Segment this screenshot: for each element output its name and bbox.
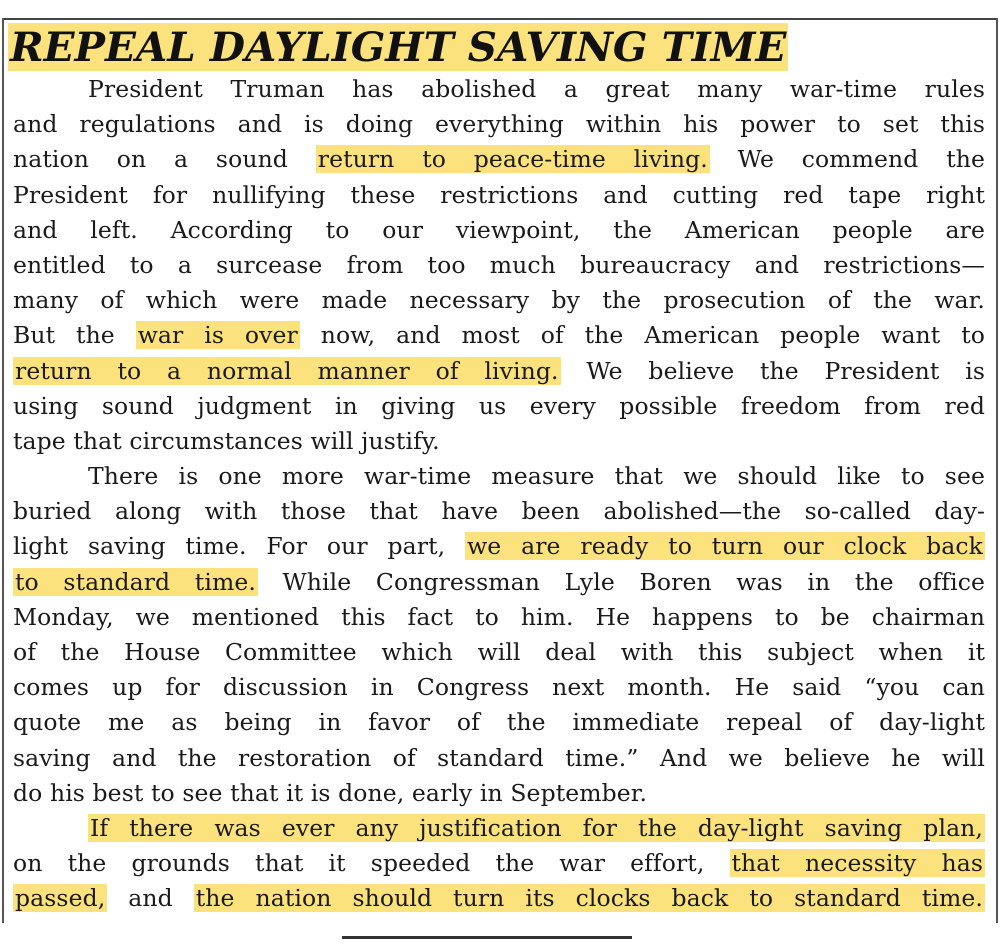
highlighted-text: the nation should turn its clocks back to standard time. bbox=[195, 884, 983, 913]
text-line bbox=[13, 741, 985, 776]
text-line bbox=[13, 248, 985, 283]
text-run: quote me as being in favor of the immediate repeal of day-light bbox=[13, 708, 985, 737]
text-run: light saving time. For our part, bbox=[13, 532, 466, 561]
headline bbox=[8, 18, 992, 76]
frame-left-border bbox=[2, 18, 4, 923]
text-run: and regulations and is doing everything within his power to set this bbox=[13, 110, 985, 139]
text-run: do his best to see that it is done, early in September. bbox=[13, 778, 648, 807]
text-run: and bbox=[107, 884, 194, 913]
text-run: nation on a sound bbox=[13, 145, 316, 174]
text-line bbox=[13, 529, 985, 564]
article-body bbox=[13, 72, 985, 917]
text-run: using sound judgment in giving us every possible freedom from red bbox=[13, 391, 985, 420]
text-run: We believe the President is bbox=[560, 356, 985, 385]
text-line bbox=[13, 283, 985, 318]
text-line bbox=[13, 811, 985, 846]
highlighted-text: we are ready to turn our clock back bbox=[467, 532, 983, 561]
text-run: on the grounds that it speeded the war effort, bbox=[13, 849, 730, 878]
text-run: President for nullifying these restrictions and cutting red tape right bbox=[13, 180, 985, 209]
text-line bbox=[13, 354, 985, 389]
text-line bbox=[13, 670, 985, 705]
text-line bbox=[13, 107, 985, 142]
frame-right-border bbox=[996, 18, 998, 923]
highlighted-text: to standard time. bbox=[15, 567, 256, 596]
text-run: But the bbox=[13, 321, 136, 350]
highlighted-text: return to peace-time living. bbox=[317, 145, 708, 174]
text-line bbox=[13, 881, 985, 916]
text-line bbox=[13, 459, 985, 494]
text-line bbox=[13, 389, 985, 424]
highlighted-text: that necessity has bbox=[731, 849, 983, 878]
highlighted-text: war is over bbox=[137, 321, 298, 350]
text-line bbox=[13, 635, 985, 670]
text-run: and left. According to our viewpoint, the American people are bbox=[13, 215, 985, 244]
text-run: There is one more war-time measure that we should like to see bbox=[88, 462, 985, 491]
text-run: Monday, we mentioned this fact to him. He happens to be chairman bbox=[13, 602, 985, 631]
text-line bbox=[13, 705, 985, 740]
text-run: entitled to a surcease from too much bureaucracy and restrictions— bbox=[13, 250, 985, 279]
text-line bbox=[13, 72, 985, 107]
text-run: many of which were made necessary by the prosecution of the war. bbox=[13, 286, 985, 315]
text-run: tape that circumstances will justify. bbox=[13, 426, 440, 455]
text-line bbox=[13, 178, 985, 213]
text-line bbox=[13, 142, 985, 177]
text-run: saving and the restoration of standard time.” And we believe he will bbox=[13, 743, 985, 772]
text-line bbox=[13, 424, 985, 459]
headline-text: REPEAL DAYLIGHT SAVING TIME bbox=[10, 23, 787, 71]
highlighted-text: If there was ever any justification for the day-light saving plan, bbox=[90, 813, 983, 842]
text-run: While Congressman Lyle Boren was in the office bbox=[257, 567, 985, 596]
text-line bbox=[13, 846, 985, 881]
text-run: of the House Committee which will deal with this subject when it bbox=[13, 638, 985, 666]
text-run: comes up for discussion in Congress next month. He said “you can bbox=[13, 673, 985, 702]
text-run: now, and most of the American people want to bbox=[299, 321, 985, 350]
text-line bbox=[13, 776, 985, 811]
text-line bbox=[13, 213, 985, 248]
text-line bbox=[13, 494, 985, 529]
highlighted-text: return to a normal manner of living. bbox=[15, 356, 559, 385]
text-run: President Truman has abolished a great many war-time rules bbox=[88, 75, 985, 103]
text-line bbox=[13, 318, 985, 353]
text-line bbox=[13, 600, 985, 635]
text-line bbox=[13, 565, 985, 600]
text-run: We commend the bbox=[709, 145, 985, 174]
text-run: buried along with those that have been abolished—the so-called day- bbox=[13, 497, 985, 526]
highlighted-text: passed, bbox=[15, 884, 106, 913]
bottom-rule bbox=[342, 936, 632, 939]
